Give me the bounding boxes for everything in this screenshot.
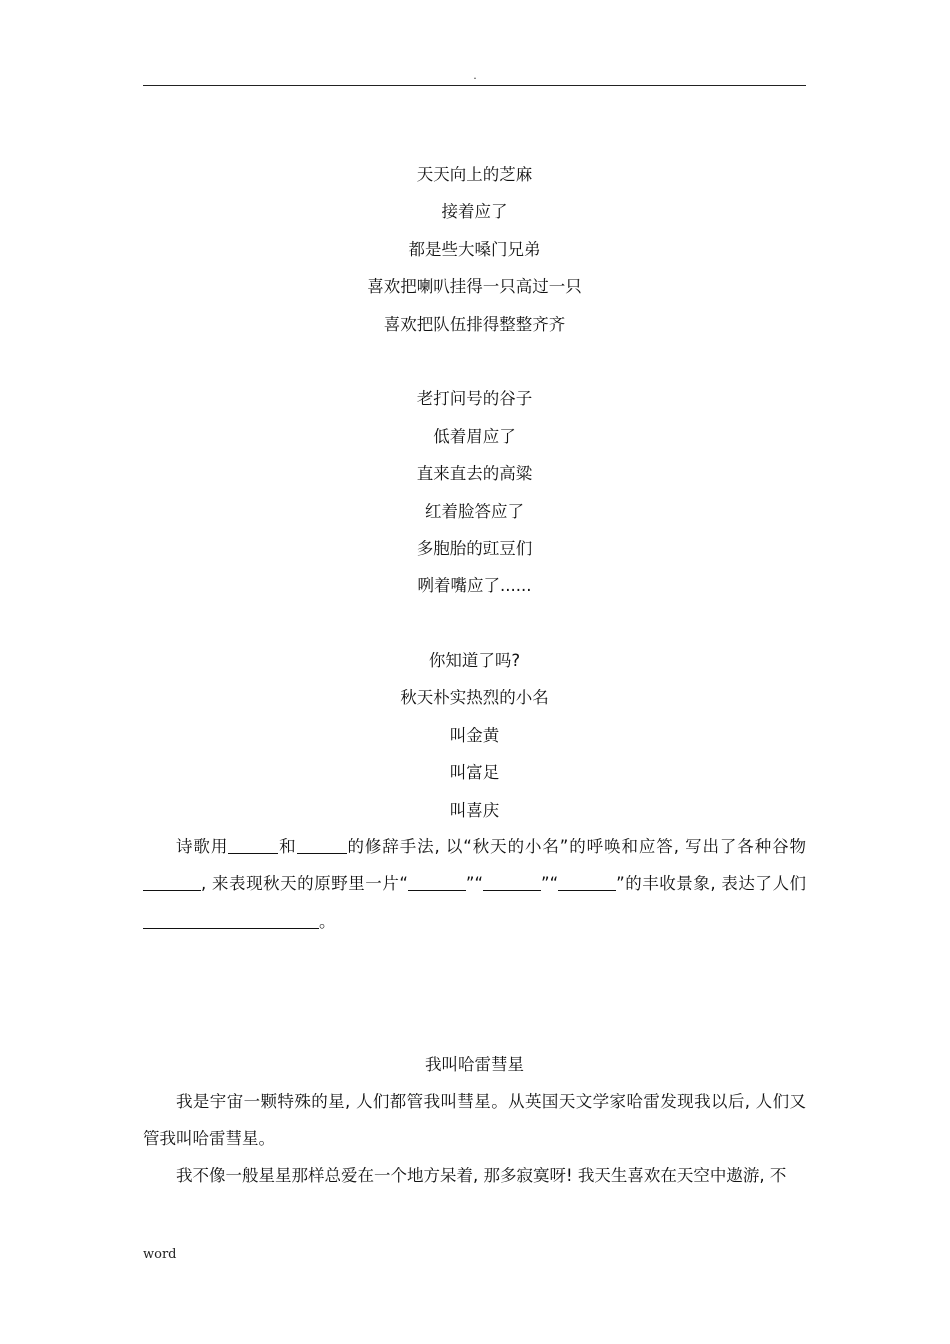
poem-line: 秋天朴实热烈的小名 <box>400 688 549 708</box>
fill-blank-1[interactable] <box>228 837 278 855</box>
question-text: 和 <box>278 837 297 856</box>
fill-blank-2[interactable] <box>297 837 347 855</box>
poem-line: 低着眉应了 <box>433 426 516 446</box>
header-mark: . <box>473 69 477 82</box>
poem-line: 咧着嘴应了...... <box>417 576 532 596</box>
question-text: , 来表现秋天的原野里一片“ <box>201 874 408 894</box>
poem-line: 直来直去的高粱 <box>416 464 533 484</box>
fill-blank-5[interactable] <box>483 874 541 892</box>
poem-line: 接着应了 <box>441 202 508 222</box>
header-rule <box>143 85 806 86</box>
question-paragraph <box>143 828 806 940</box>
question-text: 诗歌用 <box>176 837 229 856</box>
poem-line: 都是些大嗓门兄弟 <box>408 239 541 259</box>
fill-blank-6[interactable] <box>558 874 616 892</box>
question-text: 的修辞手法, 以“秋天的小名”的呼唤和应答, 写出了各种谷物 <box>346 837 807 856</box>
fill-blank-4[interactable] <box>408 874 466 892</box>
poem-line: 喜欢把喇叭挂得一只高过一只 <box>367 277 582 297</box>
poem-line: 老打问号的谷子 <box>416 389 533 409</box>
poem-line: 喜欢把队伍排得整整齐齐 <box>383 314 566 334</box>
question-text: ”的丰收景象, 表达了人们 <box>616 874 806 894</box>
poem-line: 多胞胎的豇豆们 <box>416 538 533 558</box>
footer-mark: word <box>143 1247 177 1262</box>
poem-line: 红着脸答应了 <box>425 501 524 521</box>
fill-blank-7[interactable] <box>143 911 319 929</box>
stanza-gap <box>143 343 806 380</box>
fill-blank-3[interactable] <box>143 874 201 892</box>
essay-paragraph-1: 我是宇宙一颗特殊的星, 人们都管我叫彗星。从英国天文学家哈雷发现我以后, 人们又管我叫哈雷彗星。 <box>143 1092 806 1149</box>
essay-title: 我叫哈雷彗星 <box>425 1055 524 1074</box>
question-text: 。 <box>319 911 336 931</box>
poem-line: 你知道了吗? <box>428 651 521 671</box>
poem-line: 叫金黄 <box>449 725 500 745</box>
essay-paragraph-2: 我不像一般星星那样总爱在一个地方呆着, 那多寂寞呀! 我天生喜欢在天空中遨游, 不 <box>176 1166 787 1185</box>
question-text: ”“ <box>541 874 559 894</box>
poem-line: 叫富足 <box>449 763 500 783</box>
poem <box>143 156 806 829</box>
poem-line: 天天向上的芝麻 <box>416 165 533 184</box>
poem-line: 叫喜庆 <box>449 800 500 820</box>
question-text: ”“ <box>465 874 484 894</box>
stanza-gap <box>143 605 806 642</box>
